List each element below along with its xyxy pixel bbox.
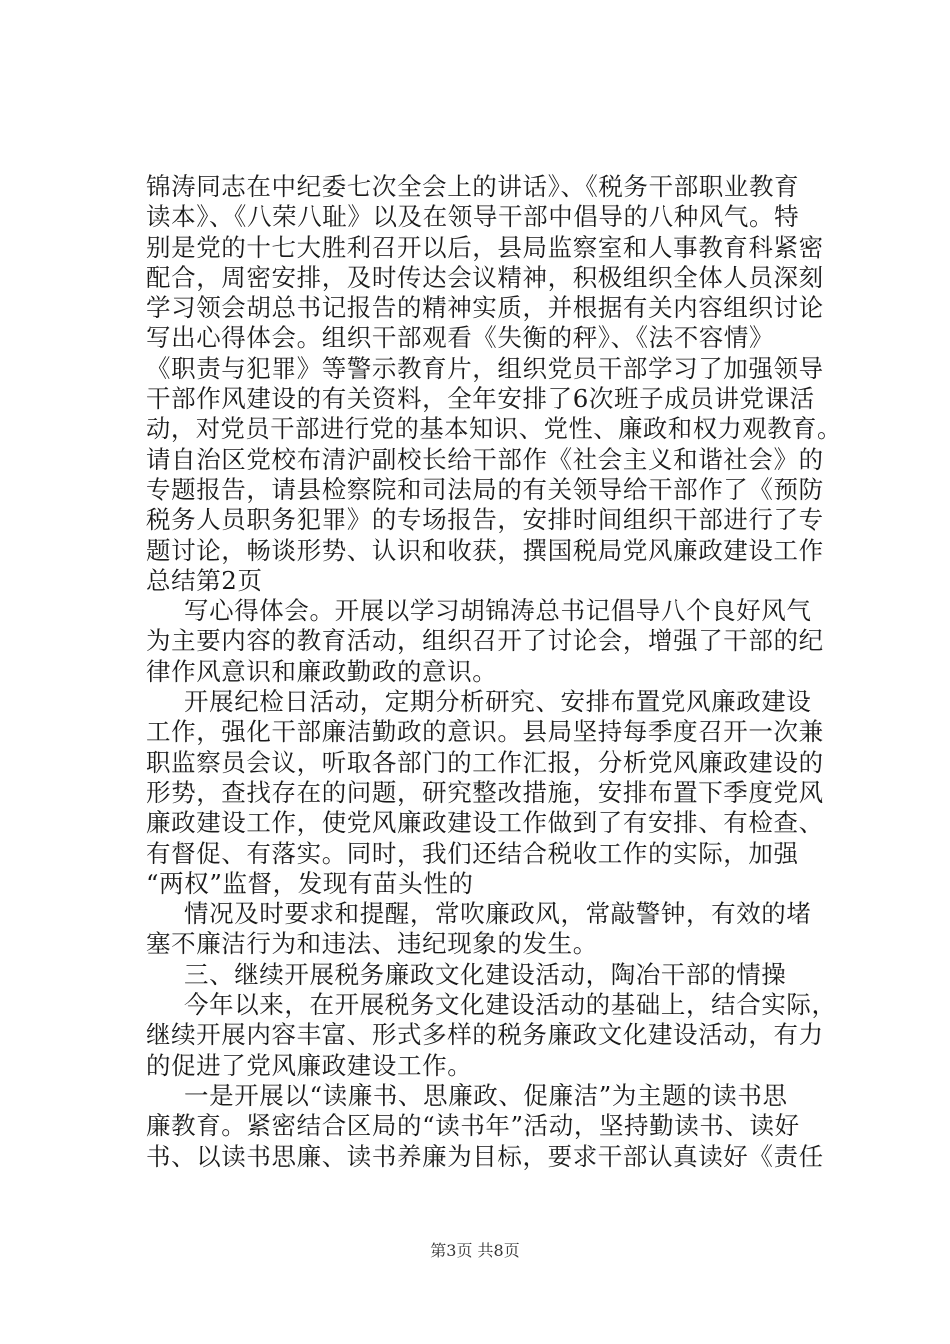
- text-line: 职监察员会议，听取各部门的工作汇报，分析党风廉政建设的: [146, 747, 824, 777]
- text-line: 律作风意识和廉政勤政的意识。: [146, 656, 498, 686]
- text-line: 税务人员职务犯罪》的专场报告，安排时间组织干部进行了专: [146, 505, 824, 535]
- text-line: 题讨论，畅谈形势、认识和收获，撰国税局党风廉政建设工作: [146, 535, 824, 565]
- text-line: 配合，周密安排，及时传达会议精神，积极组织全体人员深刻: [146, 262, 824, 292]
- text-line: 锦涛同志在中纪委七次全会上的讲话》、《税务干部职业教育: [146, 172, 800, 201]
- text-line: 动，对党员干部进行党的基本知识、党性、廉政和权力观教育。: [146, 414, 842, 444]
- text-line: 写心得体会。开展以学习胡锦涛总书记倡导八个良好风气: [184, 596, 812, 626]
- text-line: 为主要内容的教育活动，组织召开了讨论会，增强了干部的纪: [146, 626, 824, 656]
- text-line: 请自治区党校布清沪副校长给干部作《社会主义和谐社会》的: [146, 444, 824, 474]
- text-line: 开展纪检日活动，定期分析研究、安排布置党风廉政建设: [184, 687, 812, 717]
- text-line: 写出心得体会。组织干部观看《失衡的秤》、《法不容情》: [146, 323, 775, 353]
- text-line: 三、继续开展税务廉政文化建设活动，陶冶干部的情操: [184, 959, 787, 989]
- text-line: 有督促、有落实。同时，我们还结合税收工作的实际，加强: [146, 838, 799, 868]
- text-line: 情况及时要求和提醒，常吹廉政风，常敲警钟，有效的堵: [184, 899, 812, 929]
- text-line: 别是党的十七大胜利召开以后，县局监察室和人事教育科紧密: [146, 232, 824, 262]
- document-body: [146, 172, 846, 1172]
- page-footer: 第3页 共8页: [430, 1241, 520, 1260]
- text-line: 工作，强化干部廉洁勤政的意识。县局坚持每季度召开一次兼: [146, 717, 824, 747]
- text-line: 今年以来，在开展税务文化建设活动的基础上，结合实际，: [184, 990, 837, 1020]
- text-line: 塞不廉洁行为和违法、违纪现象的发生。: [146, 929, 598, 959]
- text-line: 书、以读书思廉、读书养廉为目标，要求干部认真读好《责任: [146, 1141, 824, 1171]
- text-line: 廉教育。紧密结合区局的“读书年”活动，坚持勤读书、读好: [146, 1111, 800, 1141]
- text-line: “两权”监督，发现有苗头性的: [146, 868, 474, 898]
- text-line: 干部作风建设的有关资料，全年安排了6次班子成员讲党课活: [146, 384, 815, 414]
- text-line: 总结第2页: [146, 565, 263, 595]
- text-line: 继续开展内容丰富、形式多样的税务廉政文化建设活动，有力: [146, 1020, 824, 1050]
- text-line: 廉政建设工作，使党风廉政建设工作做到了有安排、有检查、: [146, 808, 824, 838]
- text-line: 学习领会胡总书记报告的精神实质，并根据有关内容组织讨论: [146, 293, 824, 323]
- text-line: 形势，查找存在的问题，研究整改措施，安排布置下季度党风: [146, 777, 824, 807]
- text-line: 专题报告，请县检察院和司法局的有关领导给干部作了《预防: [146, 474, 824, 504]
- text-line: 读本》、《八荣八耻》以及在领导干部中倡导的八种风气。特: [146, 202, 800, 232]
- text-line: 的促进了党风廉政建设工作。: [146, 1050, 473, 1080]
- text-line: 一是开展以“读廉书、思廉政、促廉洁”为主题的读书思: [184, 1080, 788, 1110]
- text-line: 《职责与犯罪》等警示教育片，组织党员干部学习了加强领导: [146, 353, 824, 383]
